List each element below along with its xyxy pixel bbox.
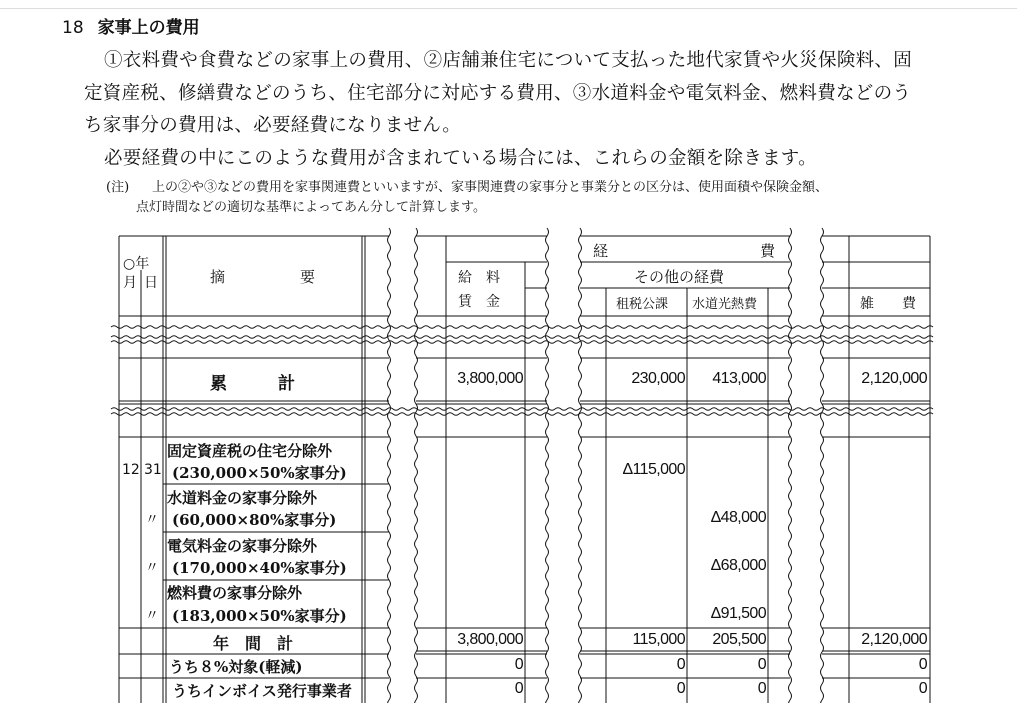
eight-pct-taxes: 0 [676,656,685,673]
cumulative-label: 累 計 [210,374,295,394]
annual-taxes: 115,000 [632,631,685,648]
header-date-year: ○年 [123,256,150,272]
row-3-day: 〃 [145,560,159,576]
annual-wages: 3,800,000 [457,631,523,648]
invoice-taxes: 0 [676,680,685,697]
annual-utilities: 205,500 [712,631,766,648]
row-3-line-1: 電気料金の家事分除外 [167,537,318,555]
section-title: 家事上の費用 [97,18,200,38]
note-line-2: 点灯時間などの適切な基準によってあん分して計算します。 [136,200,486,215]
row-4-utilities: Δ91,500 [710,605,766,622]
row-4-day: 〃 [145,608,159,624]
section-number: 18 [62,18,84,38]
row-4-line-1: 燃料費の家事分除外 [167,584,303,602]
header-summary-2: 要 [300,268,316,286]
header-expenses-1: 経 [593,242,609,260]
annual-misc: 2,120,000 [861,631,927,648]
row-2-line-2: (60,000×80%家事分) [172,511,337,529]
row-2-day: 〃 [145,512,159,528]
invoice-misc: 0 [918,680,927,697]
note-label: (注) [106,180,130,195]
row-1-month: 12 [122,462,140,478]
row-1-day: 31 [144,462,162,478]
annual-label: 年 間 計 [213,634,294,653]
invoice-wages: 0 [514,680,523,697]
row-2-line-1: 水道料金の家事分除外 [167,489,318,507]
header-wages-2: 賃 金 [458,294,500,310]
paragraph-2: 必要経費の中にこのような費用が含まれている場合には、これらの金額を除きます。 [104,148,817,169]
cumulative-utilities: 413,000 [712,370,766,387]
eight-pct-utilities: 0 [757,656,766,673]
paragraph-1-line-3: ち家事分の費用は、必要経費になりません。 [84,115,462,136]
header-utilities: 水道光熱費 [692,297,758,312]
row-3-utilities: Δ68,000 [710,557,766,574]
header-date-month: 月 [123,275,137,291]
header-taxes: 租税公課 [616,297,669,312]
cumulative-taxes: 230,000 [631,370,685,387]
invoice-utilities: 0 [757,680,766,697]
eight-pct-wages: 0 [514,656,523,673]
row-1-taxes: Δ115,000 [622,461,685,478]
header-wages-1: 給 料 [458,270,500,286]
paragraph-1-line-1: ①衣料費や食費などの家事上の費用、②店舗兼住宅について支払った地代家賃や火災保険料、固 [104,50,913,71]
paragraph-1-line-2: 定資産税、修繕費などのうち、住宅部分に対応する費用、③水道料金や電気料金、燃料費などのう [84,83,912,104]
header-expenses-2: 費 [760,242,776,260]
row-2-utilities: Δ48,000 [710,509,766,526]
header-other-expenses: その他の経費 [634,268,725,286]
header-summary-1: 摘 [210,268,226,286]
eight-pct-label: うち８%対象(軽減) [169,658,303,676]
header-date-day: 日 [144,275,158,291]
row-3-line-2: (170,000×40%家事分) [172,559,347,577]
eight-pct-misc: 0 [918,656,927,673]
cumulative-misc: 2,120,000 [861,370,927,387]
row-4-line-2: (183,000×50%家事分) [172,607,347,625]
note-line-1: 上の②や③などの費用を家事関連費といいますが、家事関連費の家事分と事業分との区分は、使用面積や保険金額、 [152,180,829,195]
header-misc: 雑 費 [860,296,916,312]
cumulative-wages: 3,800,000 [457,370,523,387]
invoice-label: うちインボイス発行事業者 [172,682,352,700]
row-1-line-2: (230,000×50%家事分) [172,464,347,482]
row-1-line-1: 固定資産税の住宅分除外 [167,442,333,460]
